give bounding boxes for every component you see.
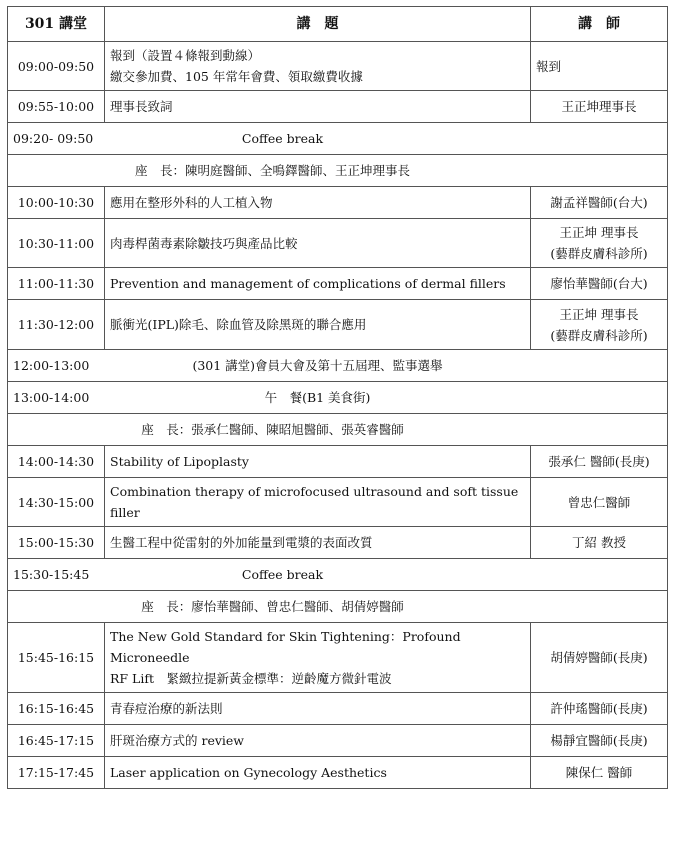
session-topic <box>105 478 531 527</box>
session-topic <box>105 219 531 268</box>
topic-line: 肝斑治療方式的 review <box>110 733 245 748</box>
break-inner <box>13 355 662 376</box>
session-time: 17:15-17:45 <box>8 757 105 789</box>
chair-row <box>8 414 668 446</box>
session-row <box>8 725 668 757</box>
topic-line: RF Lift 緊緻拉提新黃金標準：逆齡魔方微針電波 <box>110 671 392 686</box>
session-speaker <box>531 446 668 478</box>
topic-line: Laser application on Gynecology Aesthetics <box>110 765 387 780</box>
session-time: 10:00-10:30 <box>8 187 105 219</box>
session-time: 09:20- 09:50 <box>13 131 94 146</box>
speaker-line: 陳保仁 醫師 <box>565 765 633 780</box>
break-inner <box>13 564 662 585</box>
topic-line: 繳交參加費、105 年常年會費、領取繳費收據 <box>110 69 363 84</box>
session-speaker <box>531 91 668 123</box>
topic-line: 生醫工程中從雷射的外加能量到電漿的表面改質 <box>110 535 373 550</box>
break-text: (301 講堂)會員大會及第十五屆理、監事選舉 <box>192 358 443 373</box>
topic-line: filler <box>110 505 140 520</box>
speaker-line: 楊靜宜醫師(長庚) <box>550 733 648 748</box>
session-row <box>8 446 668 478</box>
chair-row <box>8 591 668 623</box>
topic-line: Stability of Lipoplasty <box>110 454 249 469</box>
session-topic <box>105 268 531 300</box>
session-row <box>8 187 668 219</box>
topic-line: The New Gold Standard for Skin Tightening：Profound Microneedle <box>110 629 461 665</box>
speaker-line: 許仲瑤醫師(長庚) <box>550 701 648 716</box>
break-cell <box>8 350 668 382</box>
session-row <box>8 91 668 123</box>
chair-cell <box>8 155 668 187</box>
chair-cell <box>8 414 668 446</box>
session-topic <box>105 300 531 350</box>
session-row <box>8 527 668 559</box>
session-time: 09:55-10:00 <box>8 91 105 123</box>
session-speaker <box>531 623 668 693</box>
break-cell <box>8 382 668 414</box>
agenda-body <box>8 7 668 789</box>
session-row <box>8 757 668 789</box>
session-topic <box>105 725 531 757</box>
topic-line: 青春痘治療的新法則 <box>110 701 223 716</box>
session-speaker <box>531 757 668 789</box>
session-time: 13:00-14:00 <box>13 390 90 405</box>
session-time: 15:30-15:45 <box>13 567 90 582</box>
break-text: Coffee break <box>241 567 324 582</box>
speaker-line: (藝群皮膚科診所) <box>550 246 648 261</box>
session-time: 11:30-12:00 <box>8 300 105 350</box>
agenda-table <box>7 6 668 789</box>
speaker-line: 王正坤 理事長 <box>559 306 639 322</box>
session-speaker <box>531 219 668 268</box>
session-speaker <box>531 268 668 300</box>
session-topic <box>105 693 531 725</box>
session-time: 14:00-14:30 <box>8 446 105 478</box>
session-time: 11:00-11:30 <box>8 268 105 300</box>
speaker-line: 曾忠仁醫師 <box>567 494 631 510</box>
break-text: 午 餐(B1 美食街) <box>264 390 371 405</box>
session-time: 16:45-17:15 <box>8 725 105 757</box>
session-time: 15:00-15:30 <box>8 527 105 559</box>
speaker-line: 報到 <box>536 58 562 74</box>
session-topic <box>105 446 531 478</box>
chair-text: 座 長：張承仁醫師、陳昭旭醫師、張英睿醫師 <box>141 422 404 437</box>
header-row <box>8 7 668 42</box>
session-time: 10:30-11:00 <box>8 219 105 268</box>
session-row <box>8 478 668 527</box>
topic-line: 肉毒桿菌毒素除皺技巧與產品比較 <box>110 235 298 251</box>
session-speaker <box>531 187 668 219</box>
break-row <box>8 123 668 155</box>
speaker-line: 廖怡華醫師(台大) <box>550 276 648 291</box>
break-inner <box>13 387 662 408</box>
session-speaker <box>531 693 668 725</box>
topic-line: Prevention and management of complications of dermal fillers <box>110 276 506 291</box>
break-row <box>8 382 668 414</box>
session-topic <box>105 187 531 219</box>
session-topic <box>105 42 531 91</box>
session-row <box>8 219 668 268</box>
session-topic <box>105 527 531 559</box>
break-row <box>8 559 668 591</box>
session-speaker <box>531 300 668 350</box>
session-topic <box>105 91 531 123</box>
header-topic: 講 題 <box>105 7 531 42</box>
session-time: 12:00-13:00 <box>13 358 90 373</box>
break-inner <box>13 128 662 149</box>
session-speaker <box>531 42 668 91</box>
session-time: 09:00-09:50 <box>8 42 105 91</box>
chair-cell <box>8 591 668 623</box>
break-text: Coffee break <box>241 131 324 146</box>
session-speaker <box>531 478 668 527</box>
chair-text: 座 長：陳明庭醫師、全鳴鐸醫師、王正坤理事長 <box>134 163 410 178</box>
session-row <box>8 300 668 350</box>
break-row <box>8 350 668 382</box>
topic-line: 應用在整形外科的人工植入物 <box>110 195 273 210</box>
topic-line: 脈衝光(IPL)除毛、除血管及除黑斑的聯合應用 <box>110 317 367 332</box>
speaker-line: 張承仁 醫師(長庚) <box>548 454 650 469</box>
session-time: 14:30-15:00 <box>8 478 105 527</box>
session-row <box>8 268 668 300</box>
session-speaker <box>531 527 668 559</box>
topic-line: 報到（設置４條報到動線） <box>110 48 261 63</box>
session-time: 15:45-16:15 <box>8 623 105 693</box>
topic-line: 理事長致詞 <box>110 99 173 114</box>
session-topic <box>105 623 531 693</box>
topic-line: Combination therapy of microfocused ultrasound and soft tissue <box>110 484 519 499</box>
session-row <box>8 42 668 91</box>
speaker-line: 王正坤 理事長 <box>559 225 639 240</box>
speaker-line: 胡倩婷醫師(長庚) <box>550 650 648 665</box>
session-row <box>8 623 668 693</box>
header-time: 301 講堂 <box>8 7 105 42</box>
speaker-line: 王正坤理事長 <box>561 99 637 114</box>
speaker-line: 謝孟祥醫師(台大) <box>550 195 648 210</box>
session-time: 16:15-16:45 <box>8 693 105 725</box>
session-topic <box>105 757 531 789</box>
break-cell <box>8 559 668 591</box>
session-row <box>8 693 668 725</box>
chair-row <box>8 155 668 187</box>
header-speaker: 講 師 <box>531 7 668 42</box>
session-speaker <box>531 725 668 757</box>
chair-text: 座 長：廖怡華醫師、曾忠仁醫師、胡倩婷醫師 <box>141 599 404 614</box>
speaker-line: 丁紹 教授 <box>572 535 626 550</box>
break-cell <box>8 123 668 155</box>
speaker-line: (藝群皮膚科診所) <box>550 327 648 343</box>
